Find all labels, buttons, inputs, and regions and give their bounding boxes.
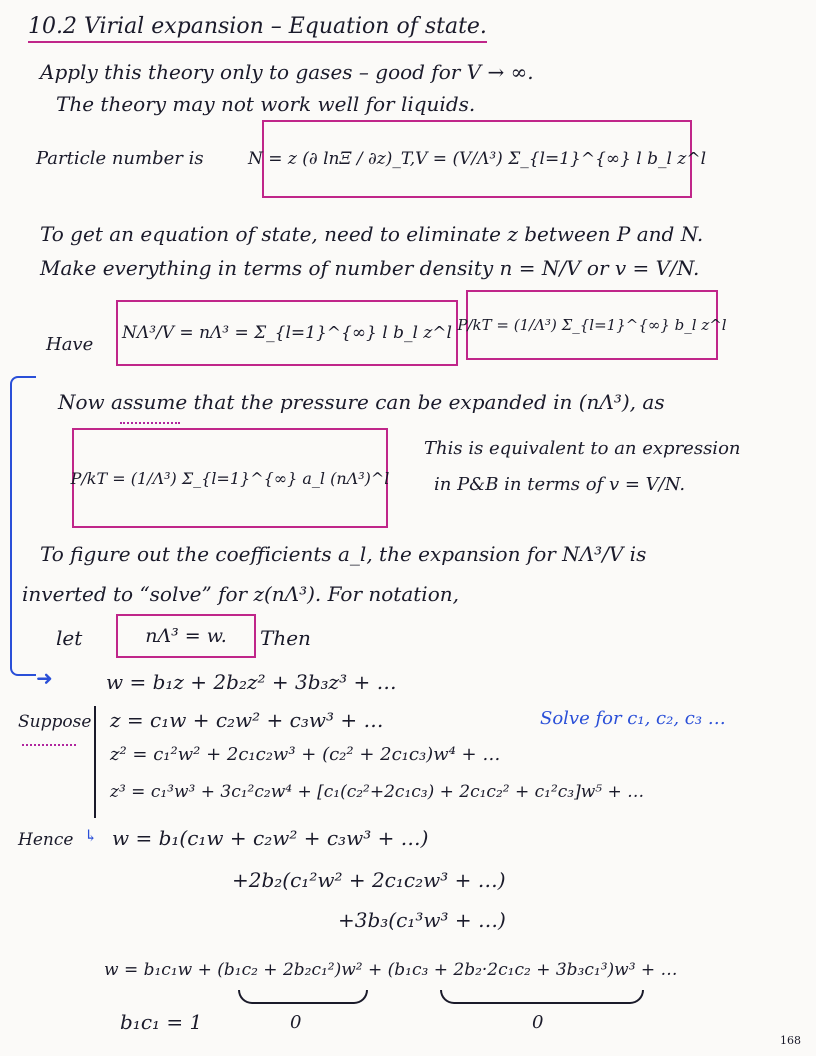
hence-line-1: w = b₁(c₁w + c₂w² + c₃w³ + …) <box>112 826 429 850</box>
intro-line-1: Apply this theory only to gases – good for V → ∞. <box>40 60 534 84</box>
suppose-bracket <box>94 706 102 818</box>
z-series-equation: z = c₁w + c₂w² + c₃w³ + … <box>110 708 384 732</box>
suppose-underline <box>22 738 76 746</box>
assume-line: Now assume that the pressure can be expanded in (nΛ³), as <box>58 390 665 414</box>
zero-label-2: 0 <box>532 1012 544 1033</box>
hence-line-2: +2b₂(c₁²w² + 2c₁c₂w³ + …) <box>232 868 506 892</box>
brace-1 <box>238 990 368 1004</box>
density-equation <box>116 300 458 366</box>
notation-box <box>116 614 256 658</box>
hence-line-3: +3b₃(c₁³w³ + …) <box>338 908 506 932</box>
equivalence-note-2: in P&B in terms of v = V/N. <box>434 474 686 495</box>
eos-line-2: Make everything in terms of number density n = N/V or v = V/N. <box>40 256 700 280</box>
zero-label-1: 0 <box>290 1012 302 1033</box>
particle-number-equation <box>248 120 707 198</box>
left-bracket <box>10 376 36 676</box>
z-cubed-equation: z³ = c₁³w³ + 3c₁²c₂w⁴ + [c₁(c₂²+2c₁c₃) + 2c₁c₂² + c₁²c₃]w⁵ + … <box>110 782 645 802</box>
notation-text: nΛ³ = w. <box>145 625 227 647</box>
solve-note: Solve for c₁, c₂, c₃ … <box>540 708 726 729</box>
figure-line-2: inverted to “solve” for z(nΛ³). For notation, <box>22 582 459 606</box>
result-equation: w = b₁c₁w + (b₁c₂ + 2b₂c₁²)w² + (b₁c₃ + 2b₂·2c₁c₂ + 3b₃c₁³)w³ + … <box>104 960 678 980</box>
z-squared-equation: z² = c₁²w² + 2c₁c₂w³ + (c₂² + 2c₁c₃)w⁴ + … <box>110 744 501 765</box>
figure-line-1: To figure out the coefficients a_l, the expansion for NΛ³/V is <box>40 542 647 566</box>
density-equation-text: NΛ³/V = nΛ³ = Σ_{l=1}^{∞} l b_l z^l <box>122 323 452 343</box>
arrow-icon: ↳ <box>84 826 98 845</box>
virial-expansion-equation <box>72 428 388 528</box>
virial-equation-text: P/kT = (1/Λ³) Σ_{l=1}^{∞} a_l (nΛ³)^l <box>70 468 390 488</box>
suppose-label: Suppose <box>18 712 92 732</box>
have-label: Have <box>46 334 94 355</box>
equivalence-note-1: This is equivalent to an expression <box>424 438 741 459</box>
particle-label: Particle number is <box>36 148 204 169</box>
assume-underline <box>120 416 180 424</box>
pressure-equation-text: P/kT = (1/Λ³) Σ_{l=1}^{∞} b_l z^l <box>457 316 727 334</box>
w-series-equation: w = b₁z + 2b₂z² + 3b₃z³ + … <box>106 670 397 694</box>
eos-line-1: To get an equation of state, need to eliminate z between P and N. <box>40 222 704 246</box>
arrow-right-icon: ➜ <box>36 666 53 690</box>
intro-line-2: The theory may not work well for liquids. <box>56 92 476 116</box>
b1c1-equation: b₁c₁ = 1 <box>120 1010 203 1034</box>
particle-equation-text: N = z (∂ lnΞ / ∂z)_T,V = (V/Λ³) Σ_{l=1}^{∞} l b_l z^l <box>248 149 707 169</box>
page-title: 10.2 Virial expansion – Equation of state. <box>28 14 487 43</box>
pressure-equation <box>457 290 727 360</box>
then-label: Then <box>260 626 311 650</box>
page-number: 168 <box>780 1034 801 1047</box>
hence-label: Hence <box>18 830 74 850</box>
brace-2 <box>440 990 644 1004</box>
let-label: let <box>56 626 83 650</box>
